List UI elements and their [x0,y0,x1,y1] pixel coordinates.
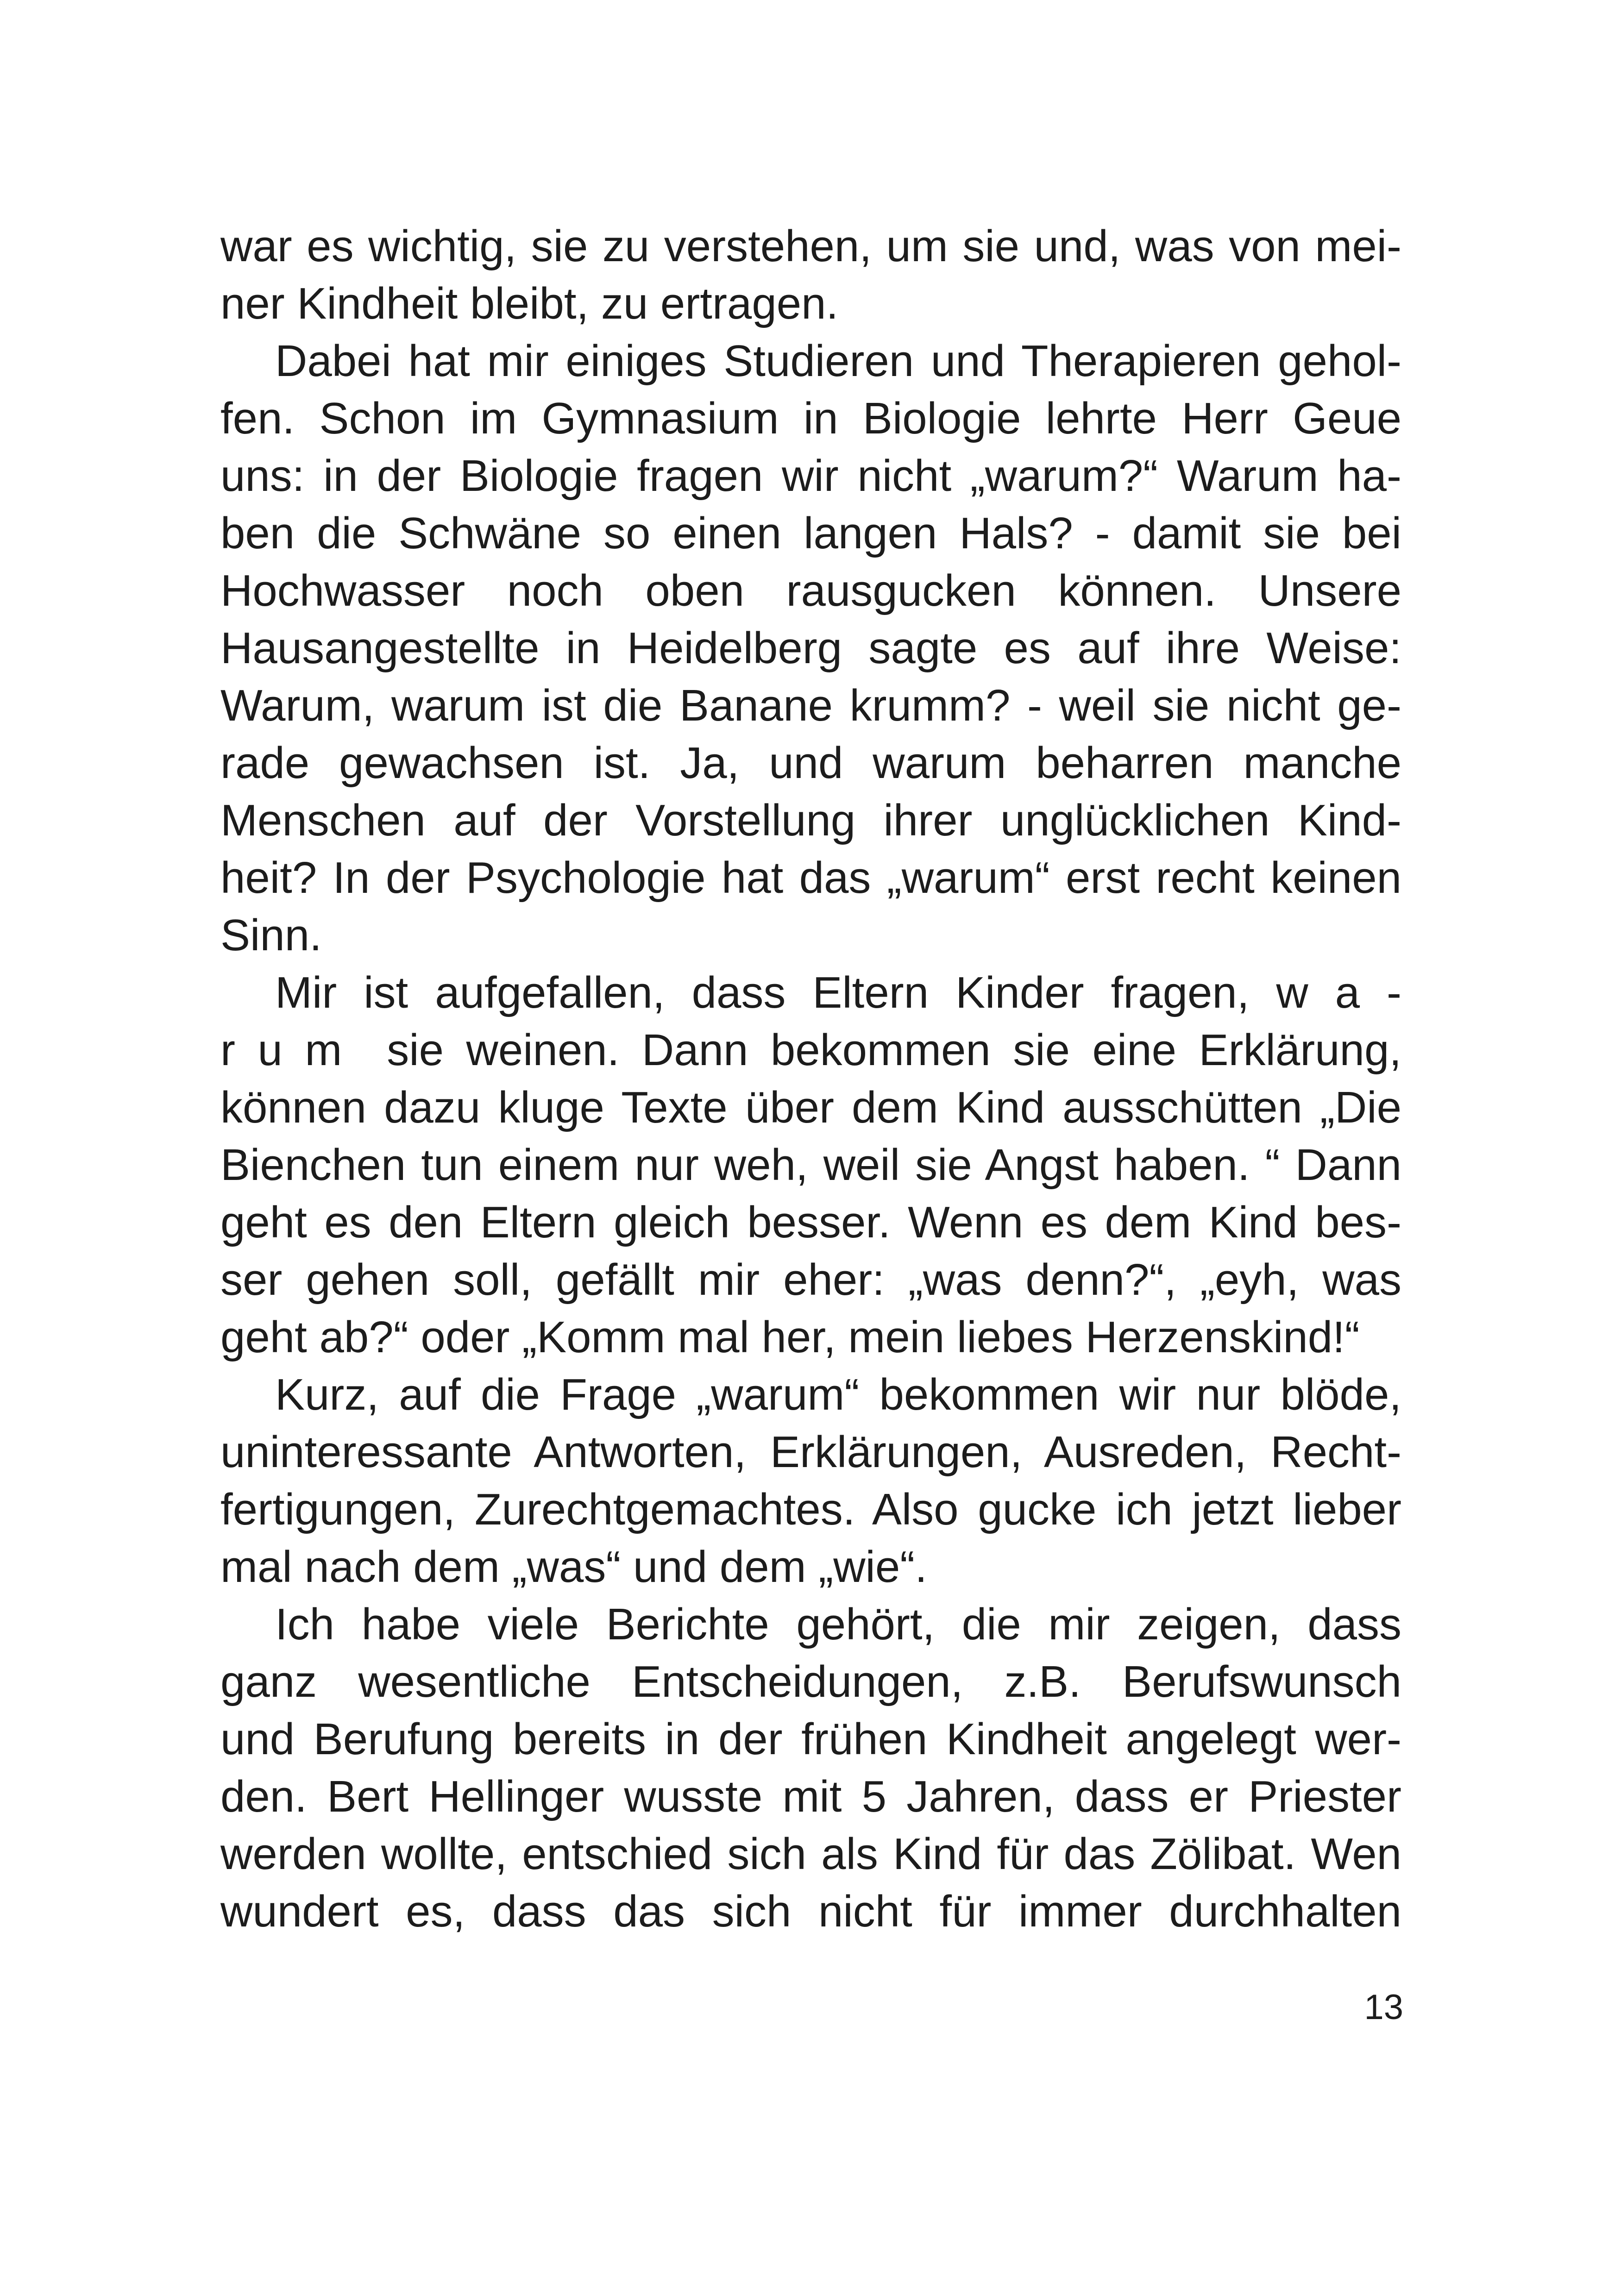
text-line: Dabei hat mir einiges Studieren und Therapieren gehol- [275,336,1401,386]
text-line: geht es den Eltern gleich besser. Wenn es dem Kind bes- [220,1198,1401,1247]
text-line: mal nach dem „was“ und dem „wie“. [220,1542,927,1592]
text-line: heit? In der Psychologie hat das „warum“ erst recht keinen [220,853,1401,903]
text-line: werden wollte, entschied sich als Kind für das Zölibat. Wen [220,1829,1401,1879]
text-line: war es wichtig, sie zu verstehen, um sie und, was von mei- [220,221,1401,271]
text-line: Mir ist aufgefallen, dass Eltern Kinder fragen, w a - [275,968,1401,1017]
text-line: Hausangestellte in Heidelberg sagte es auf ihre Weise: [220,623,1401,673]
page-number: 13 [1364,1988,1403,2027]
body-text [220,218,1401,1940]
text-line: ganz wesentliche Entscheidungen, z.B. Berufswunsch [220,1657,1401,1706]
text-line: Warum, warum ist die Banane krumm? - weil sie nicht ge- [220,681,1401,730]
text-line: uns: in der Biologie fragen wir nicht „warum?“ Warum ha- [220,451,1401,501]
text-line: ser gehen soll, gefällt mir eher: „was denn?“, „eyh, was [220,1255,1401,1305]
text-line: Kurz, auf die Frage „warum“ bekommen wir nur blöde, [275,1370,1401,1419]
text-line: den. Bert Hellinger wusste mit 5 Jahren, dass er Priester [220,1772,1401,1821]
text-line: können dazu kluge Texte über dem Kind ausschütten „Die [220,1083,1401,1132]
text-line: rade gewachsen ist. Ja, und warum beharren manche [220,738,1401,788]
text-line: fen. Schon im Gymnasium in Biologie lehrte Herr Geue [220,394,1401,443]
text-line: ben die Schwäne so einen langen Hals? - damit sie bei [220,508,1401,558]
text-line: geht ab?“ oder „Komm mal her, mein liebes Herzenskind!“ [220,1312,1360,1362]
text-line: Bienchen tun einem nur weh, weil sie Angst haben. “ Dann [220,1140,1401,1190]
text-line: ner Kindheit bleibt, zu ertragen. [220,279,839,328]
text-line: wundert es, dass das sich nicht für immer durchhalten [220,1887,1401,1936]
text-line: Ich habe viele Berichte gehört, die mir zeigen, dass [275,1600,1401,1649]
text-line: und Berufung bereits in der frühen Kindheit angelegt wer- [220,1714,1401,1764]
text-line: fertigungen, Zurechtgemachtes. Also gucke ich jetzt lieber [220,1485,1401,1534]
text-line: Hochwasser noch oben rausgucken können. Unsere [220,566,1401,615]
text-line: Menschen auf der Vorstellung ihrer unglücklichen Kind- [220,796,1401,845]
text-line: r u m sie weinen. Dann bekommen sie eine Erklärung, [220,1025,1401,1075]
text-line: uninteressante Antworten, Erklärungen, Ausreden, Recht- [220,1427,1401,1477]
text-line: Sinn. [220,910,322,960]
